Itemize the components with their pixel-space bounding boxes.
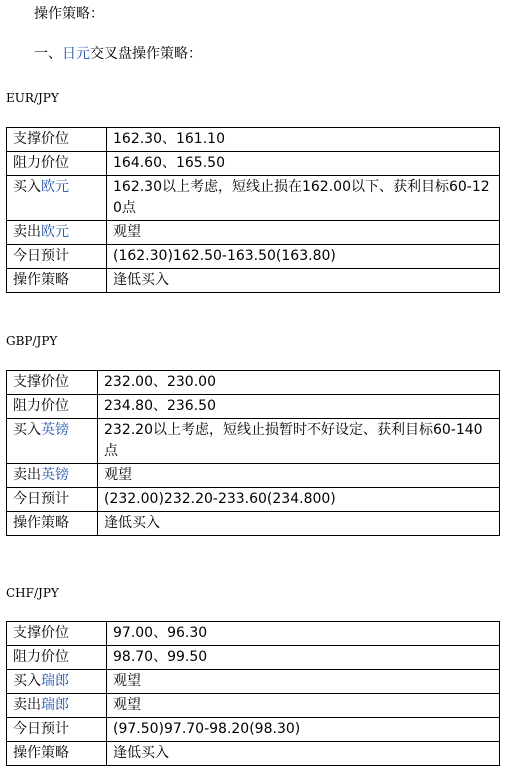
row-label: 今日预计	[7, 718, 107, 742]
row-value: (162.30)162.50-163.50(163.80)	[107, 245, 500, 269]
row-label: 支撑价位	[7, 371, 98, 395]
row-value: 232.00、230.00	[98, 371, 500, 395]
euro-link[interactable]: 欧元	[41, 179, 69, 195]
row-label: 操作策略	[7, 742, 107, 766]
table-row	[7, 371, 500, 395]
pair-title-gbpjpy: GBP/JPY	[6, 334, 58, 348]
subheading-suffix: 交叉盘操作策略：	[90, 46, 202, 62]
strategy-table-eurjpy	[6, 127, 500, 293]
euro-link[interactable]: 欧元	[41, 224, 69, 240]
row-value: 观望	[98, 464, 500, 488]
yen-cross-subheading	[34, 44, 202, 64]
subheading-prefix: 一、	[34, 46, 62, 62]
table-row	[7, 419, 500, 464]
strategy-table-chfjpy	[6, 621, 500, 766]
label-prefix: 卖出	[13, 467, 41, 483]
table-row	[7, 488, 500, 512]
row-value: 逢低买入	[107, 742, 500, 766]
row-label	[7, 221, 107, 245]
table-row	[7, 269, 500, 293]
row-value: 232.20以上考虑，短线止损暂时不好设定、获利目标60-140点	[98, 419, 500, 464]
franc-link[interactable]: 瑞郎	[41, 673, 69, 689]
label-prefix: 买入	[13, 179, 41, 195]
row-value: 234.80、236.50	[98, 395, 500, 419]
strategy-table-gbpjpy	[6, 370, 500, 536]
table-row	[7, 464, 500, 488]
row-label	[7, 419, 98, 464]
pair-title-eurjpy: EUR/JPY	[6, 91, 59, 105]
row-label: 今日预计	[7, 488, 98, 512]
table-row	[7, 152, 500, 176]
table-row	[7, 128, 500, 152]
table-row	[7, 395, 500, 419]
table-row	[7, 622, 500, 646]
row-label: 操作策略	[7, 269, 107, 293]
row-value: 162.30以上考虑，短线止损在162.00以下、获利目标60-120点	[107, 176, 500, 221]
row-label	[7, 464, 98, 488]
row-label: 操作策略	[7, 512, 98, 536]
row-value: 逢低买入	[107, 269, 500, 293]
table-row	[7, 694, 500, 718]
row-value: (97.50)97.70-98.20(98.30)	[107, 718, 500, 742]
row-label: 支撑价位	[7, 622, 107, 646]
yen-link[interactable]: 日元	[62, 46, 90, 62]
pair-title-chfjpy: CHF/JPY	[6, 586, 59, 600]
row-label: 阻力价位	[7, 152, 107, 176]
table-row	[7, 646, 500, 670]
pound-link[interactable]: 英镑	[41, 422, 69, 438]
table-row	[7, 221, 500, 245]
row-label	[7, 670, 107, 694]
table-row	[7, 742, 500, 766]
table-row	[7, 718, 500, 742]
pound-link[interactable]: 英镑	[41, 467, 69, 483]
row-value: 98.70、99.50	[107, 646, 500, 670]
row-value: 观望	[107, 694, 500, 718]
row-value: 97.00、96.30	[107, 622, 500, 646]
row-value: 164.60、165.50	[107, 152, 500, 176]
table-row	[7, 670, 500, 694]
row-value: 162.30、161.10	[107, 128, 500, 152]
label-prefix: 卖出	[13, 697, 41, 713]
row-value: (232.00)232.20-233.60(234.800)	[98, 488, 500, 512]
table-row	[7, 512, 500, 536]
row-label: 今日预计	[7, 245, 107, 269]
row-label: 支撑价位	[7, 128, 107, 152]
table-row	[7, 176, 500, 221]
row-label	[7, 694, 107, 718]
row-value: 逢低买入	[98, 512, 500, 536]
label-prefix: 买入	[13, 673, 41, 689]
row-label	[7, 176, 107, 221]
label-prefix: 买入	[13, 422, 41, 438]
row-label: 阻力价位	[7, 646, 107, 670]
strategy-heading: 操作策略：	[34, 6, 104, 22]
label-prefix: 卖出	[13, 224, 41, 240]
row-value: 观望	[107, 221, 500, 245]
table-row	[7, 245, 500, 269]
row-value: 观望	[107, 670, 500, 694]
row-label: 阻力价位	[7, 395, 98, 419]
franc-link[interactable]: 瑞郎	[41, 697, 69, 713]
